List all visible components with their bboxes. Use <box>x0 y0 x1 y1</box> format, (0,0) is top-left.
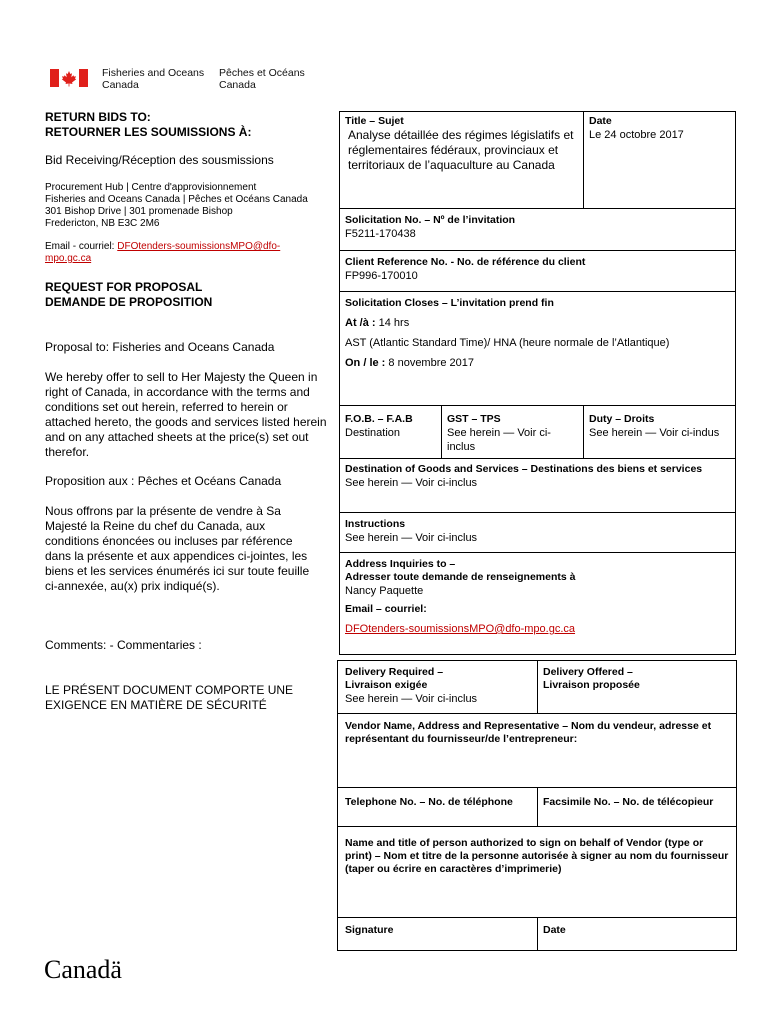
fob-field: F.O.B. – F.A.B Destination <box>345 413 413 439</box>
return-address: Procurement Hub | Centre d'approvisionnement Fisheries and Oceans Canada | Pêches et Océans Canada 301 Bishop Drive | 301 promenade Bishop Fredericton, NB E3C 2M6 <box>45 182 308 229</box>
government-flag-icon <box>50 69 88 88</box>
solicitation-number-field: Solicitation No. – Nº de l’invitation F5211-170438 <box>345 214 516 240</box>
gst-field: GST – TPS See herein — Voir ci-inclus <box>447 413 551 453</box>
canada-wordmark: Canadä <box>44 955 122 984</box>
facsimile-field[interactable]: Facsimile No. – No. de télécopieur <box>543 796 714 808</box>
signature-date-field[interactable]: Date <box>543 924 566 936</box>
solicitation-closes-field: Solicitation Closes – L’invitation prend fin At /à : 14 hrs AST (Atlantic Standard Time)/ HNA (heure normale de l’Atlantique) On / le : 8 novembre 2017 <box>345 297 670 369</box>
vendor-name-field[interactable]: Vendor Name, Address and Representative – Nom du vendeur, adresse et représentant du fournisseur/de l’entrepreneur: <box>345 720 712 745</box>
address-inquiries-field: Address Inquiries to – Adresser toute demande de renseignements à Nancy Paquette Email – courriel: DFOtenders-soumissionsMPO@dfo-mpo.gc.ca <box>340 555 735 639</box>
date-field: Date Le 24 octobre 2017 <box>589 115 684 141</box>
return-email-link[interactable]: DFOtenders-soumissionsMPO@dfo- <box>117 241 281 252</box>
delivery-required-field: Delivery Required – Livraison exigée See herein — Voir ci-inclus <box>345 666 478 705</box>
telephone-field[interactable]: Telephone No. – No. de téléphone <box>345 796 513 808</box>
destination-field: Destination of Goods and Services – Destinations des biens et services See herein — Voir ci-inclus <box>345 463 703 489</box>
offer-text-fr: Nous offrons par la présente de vendre à Sa Majesté la Reine du chef du Canada, aux conditions énoncées ou incluses par référence dans la présente et aux appendices ci-jointes, les biens et les services énumérés ici sur toute feuille ci-annexée, au(x) prix indiqué(s). <box>45 504 310 593</box>
return-bids-heading: RETURN BIDS TO: RETOURNER LES SOUMISSIONS À: <box>45 110 252 139</box>
instructions-field: Instructions See herein — Voir ci-inclus <box>345 518 478 544</box>
signature-field[interactable]: Signature <box>345 924 394 936</box>
inquiries-email-link[interactable]: DFOtenders-soumissionsMPO@dfo-mpo.gc.ca <box>345 623 576 635</box>
security-notice: LE PRÉSENT DOCUMENT COMPORTE UNE EXIGENCE EN MATIÈRE DE SÉCURITÉ <box>45 683 294 712</box>
comments-label: Comments: - Commentaries : <box>45 638 202 652</box>
return-email-link-cont[interactable]: mpo.gc.ca <box>45 253 92 264</box>
duty-field: Duty – Droits See herein — Voir ci-indus <box>589 413 720 439</box>
department-name-fr: Pêches et Océans Canada <box>219 67 305 91</box>
bid-receiving: Bid Receiving/Réception des sousmissions <box>45 153 274 167</box>
title-field: Title – Sujet Analyse détaillée des régimes législatifs et réglementaires fédéraux, provinciaux et territoriaux de l’aquaculture au Canada <box>345 115 574 172</box>
proposal-to: Proposal to: Fisheries and Oceans Canada <box>45 340 275 354</box>
delivery-offered-field[interactable]: Delivery Offered – Livraison proposée <box>543 666 640 691</box>
return-email: Email - courriel: DFOtenders-soumissionsMPO@dfo- mpo.gc.ca <box>45 241 281 264</box>
offer-text-en: We hereby offer to sell to Her Majesty the Queen in right of Canada, in accordance with the terms and conditions set out herein, referred to herein or attached hereto, the goods and services listed herein and on any attached sheets at the price(s) set out therefor. <box>45 370 327 459</box>
authorized-person-field[interactable]: Name and title of person authorized to sign on behalf of Vendor (type or print) – Nom et titre de la personne autorisée à signer au nom du fournisseur (taper ou écrire en caractères d’imprimerie) <box>345 837 729 875</box>
rfp-heading: REQUEST FOR PROPOSAL DEMANDE DE PROPOSITION <box>45 280 213 309</box>
client-reference-field: Client Reference No. - No. de référence du client FP996-170010 <box>345 256 586 282</box>
proposition-aux: Proposition aux : Pêches et Océans Canada <box>45 474 282 488</box>
department-name-en: Fisheries and Oceans Canada <box>102 67 205 91</box>
